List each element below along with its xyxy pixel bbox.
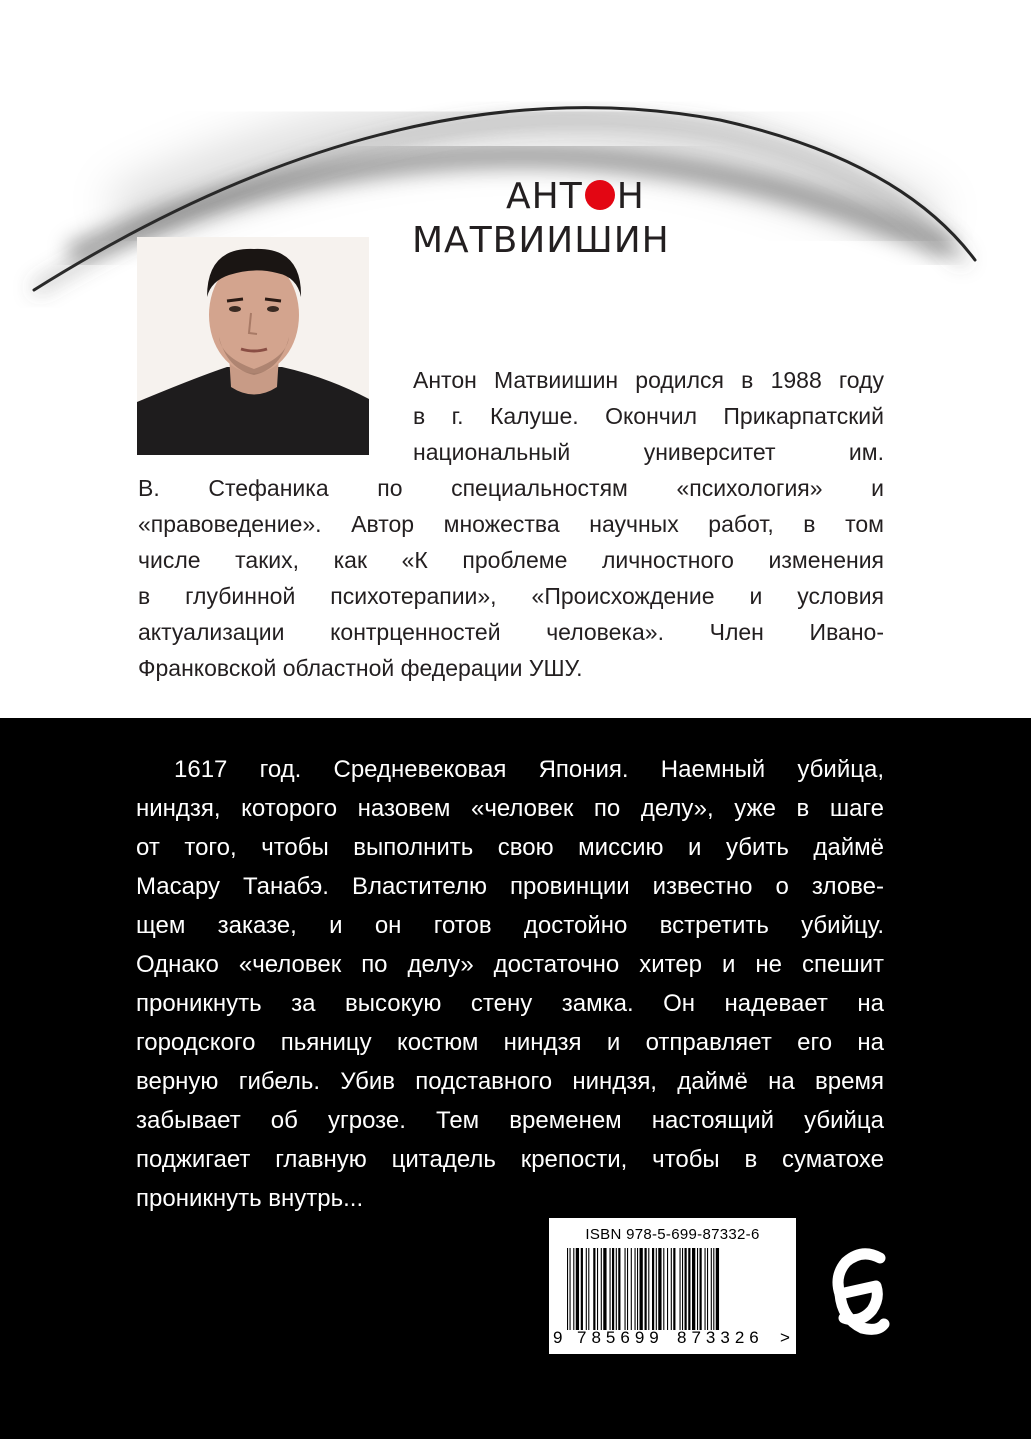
synopsis-line: проникнуть за высокую стену замка. Он надевает на <box>136 990 884 1017</box>
synopsis-section <box>0 718 1031 1439</box>
isbn-barcode <box>549 1218 796 1354</box>
barcode-bar <box>627 1248 628 1330</box>
barcode-bar <box>667 1248 668 1330</box>
barcode-digit-first: 9 <box>553 1328 563 1347</box>
barcode-bar <box>685 1248 687 1330</box>
barcode-bar <box>711 1248 712 1330</box>
barcode-bar <box>576 1248 579 1330</box>
barcode-bar <box>673 1248 675 1330</box>
barcode-bar <box>648 1248 649 1330</box>
synopsis-line: от того, чтобы выполнить свою миссию и убить даймё <box>136 834 884 861</box>
author-bio-rest <box>138 470 884 686</box>
bio-line: актуализации контрценностей человека». Член Ивано- <box>138 619 884 645</box>
bio-line: «правоведение». Автор множества научных работ, в том <box>138 511 884 537</box>
barcode-bar <box>637 1248 638 1330</box>
synopsis-line: забывает об угрозе. Тем временем настоящий убийца <box>136 1107 884 1134</box>
barcode-bar <box>631 1248 632 1330</box>
barcode-bar <box>573 1248 574 1330</box>
synopsis-line: Масару Танабэ. Властителю провинции известно о злове- <box>136 873 884 900</box>
barcode-bar <box>716 1248 719 1330</box>
author-first-name: АНТ Н <box>506 176 645 217</box>
barcode-bar <box>705 1248 706 1330</box>
barcode-bar <box>707 1248 708 1330</box>
barcode-bar <box>597 1248 598 1330</box>
barcode-bar <box>697 1248 698 1330</box>
bio-line: в г. Калуше. Окончил Прикарпатский <box>413 403 884 429</box>
author-photo <box>137 237 369 455</box>
barcode-bar <box>700 1248 702 1330</box>
barcode-bar <box>640 1248 643 1330</box>
barcode-bar <box>680 1248 681 1330</box>
barcode-bar <box>656 1248 657 1330</box>
bio-line: Франковской областной федерации УШУ. <box>138 655 583 681</box>
barcode-bar <box>567 1248 568 1330</box>
author-section <box>0 0 1031 718</box>
barcode-bar <box>586 1248 587 1330</box>
barcode-bar <box>610 1248 611 1330</box>
bio-line: Антон Матвиишин родился в 1988 году <box>413 367 884 393</box>
synopsis-text <box>136 750 884 1218</box>
synopsis-line: ниндзя, которого назовем «человек по делу», уже в шаге <box>136 795 884 822</box>
barcode-bar <box>593 1248 595 1330</box>
author-bio-first <box>413 362 884 470</box>
barcode-bar <box>603 1248 606 1330</box>
author-last-name: МАТВИИШИН <box>412 220 670 261</box>
barcode-bar <box>645 1248 647 1330</box>
barcode-bar <box>618 1248 620 1330</box>
isbn-number: ISBN 978-5-699-87332-6 <box>585 1226 760 1243</box>
author-name <box>412 175 670 263</box>
barcode-arrow: > <box>780 1328 790 1347</box>
bio-line: числе таких, как «К проблеме личностного изменения <box>138 547 884 573</box>
barcode-bar <box>663 1248 664 1330</box>
barcode-bar <box>588 1248 589 1330</box>
barcode-bar <box>601 1248 602 1330</box>
synopsis-line: Однако «человек по делу» достаточно хитер и не спешит <box>136 951 884 978</box>
barcode-digit-group1: 785699 <box>577 1328 664 1347</box>
red-circle-icon <box>585 180 615 210</box>
barcode-bar <box>671 1248 672 1330</box>
barcode-bar <box>581 1248 583 1330</box>
synopsis-line: щем заказе, и он готов достойно встретить убийцу. <box>136 912 884 939</box>
barcode-bar <box>692 1248 695 1330</box>
publisher-logo-icon <box>832 1248 890 1336</box>
barcode-bar <box>658 1248 661 1330</box>
barcode-digit-group2: 873326 <box>677 1328 764 1347</box>
synopsis-line: поджигает главную цитадель крепости, чтобы в суматохе <box>136 1146 884 1173</box>
barcode-bar <box>682 1248 683 1330</box>
barcode-bar <box>612 1248 614 1330</box>
barcode-bar <box>688 1248 690 1330</box>
synopsis-line: проникнуть внутрь... <box>136 1185 364 1212</box>
barcode-bar <box>713 1248 714 1330</box>
bio-line: в глубинной психотерапии», «Происхождение и условия <box>138 583 884 609</box>
bio-line: В. Стефаника по специальностям «психология» и <box>138 475 884 501</box>
bio-line: национальный университет им. <box>413 439 884 465</box>
synopsis-line: 1617 год. Средневековая Япония. Наемный убийца, <box>174 756 884 783</box>
barcode-bar <box>635 1248 636 1330</box>
synopsis-line: верную гибель. Убив подставного ниндзя, даймё на время <box>136 1068 884 1095</box>
barcode-bar <box>570 1248 571 1330</box>
barcode-bar <box>625 1248 626 1330</box>
synopsis-line: городского пьяницу костюм ниндзя и отправляет его на <box>136 1029 884 1056</box>
barcode-bar <box>616 1248 617 1330</box>
barcode-bar <box>652 1248 654 1330</box>
barcode-bars <box>567 1248 779 1330</box>
